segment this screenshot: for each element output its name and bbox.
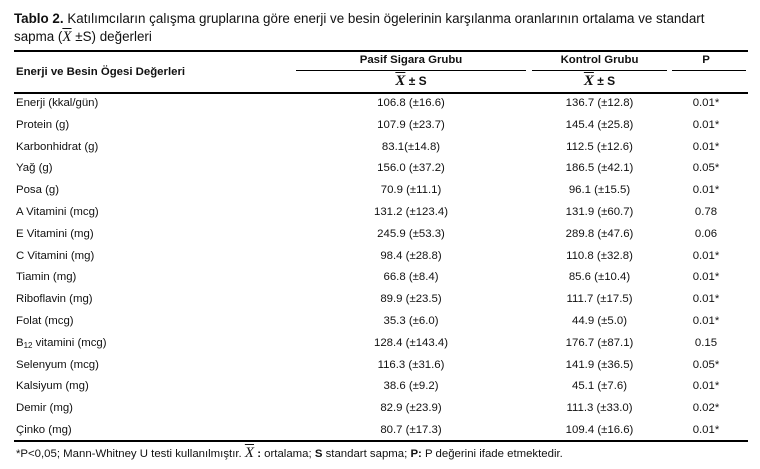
caption-line-2 bbox=[14, 28, 750, 46]
row-kontrol-value: 44.9 (±5.0) bbox=[571, 315, 627, 327]
row-kontrol-value: 111.3 (±33.0) bbox=[566, 402, 633, 415]
table-row bbox=[0, 311, 760, 333]
mean-symbol: $\overline{X}$ bbox=[244, 445, 255, 461]
header-pasif-sigara-grubu: Pasif Sigara Grubu bbox=[359, 54, 463, 66]
header-underline-group2 bbox=[532, 70, 667, 71]
table-row bbox=[0, 137, 760, 159]
row-pasif-sigara-value: 156.0 (±37.2) bbox=[377, 162, 445, 175]
footnote-bold-3: P: bbox=[410, 448, 422, 460]
subheader-group2-suffix: ± S bbox=[593, 74, 616, 88]
row-kontrol-value: 45.1 (±7.6) bbox=[571, 380, 627, 393]
row-pasif-sigara-value: 131.2 (±123.4) bbox=[373, 206, 448, 218]
row-nutrient-name bbox=[16, 337, 107, 350]
footnote-bold-2: S bbox=[314, 448, 323, 460]
row-nutrient-name: C Vitamini (mg) bbox=[16, 249, 95, 262]
header-p: P bbox=[702, 54, 710, 66]
row-pasif-sigara-value: 128.4 (±143.4) bbox=[373, 336, 448, 349]
row-pasif-sigara-value: 80.7 (±17.3) bbox=[380, 424, 442, 436]
row-kontrol-value: 85.6 (±10.4) bbox=[568, 271, 631, 284]
caption-label: Tablo 2. bbox=[14, 11, 64, 26]
table-bottom-rule bbox=[14, 440, 748, 442]
row-pasif-sigara-value: 89.9 (±23.5) bbox=[380, 293, 442, 306]
row-p-value: 0.15 bbox=[694, 336, 718, 349]
row-pasif-sigara-value: 35.3 (±6.0) bbox=[383, 315, 439, 327]
mean-symbol: $\overline{X}$ bbox=[62, 29, 72, 45]
row-kontrol-value: 141.9 (±36.5) bbox=[565, 358, 634, 371]
row-pasif-sigara-value: 116.3 (±31.6) bbox=[377, 358, 445, 371]
row-p-value: 0.05* bbox=[692, 358, 720, 371]
table-row bbox=[0, 246, 760, 268]
mean-symbol: $\overline{X}$ bbox=[583, 73, 594, 89]
table-row bbox=[0, 355, 760, 377]
row-nutrient-name: Karbonhidrat (g) bbox=[16, 140, 99, 153]
row-pasif-sigara-value: 106.8 (±16.6) bbox=[377, 97, 445, 109]
row-pasif-sigara-value: 107.9 (±23.7) bbox=[377, 118, 445, 131]
caption-text-1: Katılımcıların çalışma gruplarına göre enerji ve besin ögelerinin karşılanma oranlarının ortalama ve standart bbox=[63, 11, 705, 26]
row-nutrient-name: Folat (mcg) bbox=[16, 315, 74, 327]
row-pasif-sigara-value: 38.6 (±9.2) bbox=[383, 380, 439, 393]
table-row bbox=[0, 158, 760, 180]
row-p-value: 0.01* bbox=[692, 315, 720, 327]
row-nutrient-name-prefix: B bbox=[16, 336, 24, 349]
header-values-column: Enerji ve Besin Ögesi Değerleri bbox=[16, 66, 186, 78]
row-nutrient-name: Demir (mg) bbox=[16, 402, 73, 415]
table-row bbox=[0, 93, 760, 115]
header-underline-group1 bbox=[296, 70, 526, 71]
row-p-value: 0.02* bbox=[692, 402, 720, 415]
row-nutrient-name: Kalsiyum (mg) bbox=[16, 380, 89, 393]
subheader-group2 bbox=[532, 73, 667, 90]
row-pasif-sigara-value: 70.9 (±11.1) bbox=[380, 184, 442, 197]
table-row bbox=[0, 289, 760, 311]
mean-symbol: $\overline{X}$ bbox=[395, 73, 406, 89]
row-kontrol-value: 112.5 (±12.6) bbox=[566, 140, 633, 153]
table-row bbox=[0, 224, 760, 246]
row-nutrient-name: E Vitamini (mg) bbox=[16, 227, 94, 240]
table-row bbox=[0, 180, 760, 202]
subheader-group1-suffix: ± S bbox=[405, 74, 427, 88]
row-p-value: 0.06 bbox=[694, 227, 718, 240]
row-kontrol-value: 111.7 (±17.5) bbox=[566, 293, 633, 306]
table-row bbox=[0, 420, 760, 442]
row-p-value: 0.01* bbox=[692, 380, 720, 393]
row-kontrol-value: 110.8 (±32.8) bbox=[566, 249, 633, 262]
row-nutrient-name: Yağ (g) bbox=[16, 162, 53, 175]
row-kontrol-value: 109.4 (±16.6) bbox=[565, 424, 634, 436]
row-p-value: 0.05* bbox=[692, 162, 720, 175]
table-row bbox=[0, 202, 760, 224]
header-underline-p bbox=[672, 70, 746, 71]
row-nutrient-name: Posa (g) bbox=[16, 184, 60, 197]
caption-line-1 bbox=[14, 10, 750, 28]
row-pasif-sigara-value: 98.4 (±28.8) bbox=[380, 249, 442, 262]
row-pasif-sigara-value: 66.8 (±8.4) bbox=[383, 271, 439, 284]
footnote-text-4: P değerini ifade etmektedir. bbox=[421, 448, 563, 460]
row-nutrient-name: Enerji (kkal/gün) bbox=[16, 97, 99, 109]
row-kontrol-value: 136.7 (±12.8) bbox=[565, 97, 634, 109]
row-nutrient-name: Riboflavin (mg) bbox=[16, 293, 93, 306]
row-nutrient-name: A Vitamini (mcg) bbox=[16, 206, 99, 218]
row-p-value: 0.01* bbox=[692, 424, 720, 436]
row-p-value: 0.01* bbox=[692, 184, 720, 197]
table-row bbox=[0, 267, 760, 289]
row-nutrient-name: Protein (g) bbox=[16, 118, 70, 131]
row-pasif-sigara-value: 83.1(±14.8) bbox=[381, 140, 441, 153]
row-p-value: 0.01* bbox=[692, 271, 720, 284]
footnote-text-1: *P<0,05; Mann-Whitney U testi kullanılmıştır. bbox=[16, 448, 245, 460]
table-row bbox=[0, 398, 760, 420]
caption-text-2-prefix: sapma ( bbox=[14, 29, 63, 44]
row-kontrol-value: 96.1 (±15.5) bbox=[568, 184, 631, 197]
row-nutrient-name-subscript: 12 bbox=[23, 340, 33, 350]
footnote-bold-1: : bbox=[254, 448, 265, 460]
row-p-value: 0.01* bbox=[692, 140, 720, 153]
row-kontrol-value: 289.8 (±47.6) bbox=[565, 227, 634, 240]
row-p-value: 0.01* bbox=[692, 249, 720, 262]
row-nutrient-name: Selenyum (mcg) bbox=[16, 358, 99, 371]
row-pasif-sigara-value: 82.9 (±23.9) bbox=[380, 402, 442, 415]
row-pasif-sigara-value: 245.9 (±53.3) bbox=[377, 227, 445, 240]
row-p-value: 0.01* bbox=[692, 293, 720, 306]
row-kontrol-value: 186.5 (±42.1) bbox=[565, 162, 634, 175]
table-row bbox=[0, 376, 760, 398]
caption-text-2-suffix: ±S) değerleri bbox=[71, 29, 152, 44]
row-nutrient-name-suffix: vitamini (mcg) bbox=[32, 336, 107, 349]
row-p-value: 0.78 bbox=[694, 206, 718, 218]
row-nutrient-name: Tiamin (mg) bbox=[16, 271, 77, 284]
table-caption bbox=[14, 10, 750, 46]
table-top-rule bbox=[14, 50, 748, 52]
table-footnote bbox=[16, 445, 563, 462]
header-kontrol-grubu: Kontrol Grubu bbox=[560, 54, 639, 66]
row-p-value: 0.01* bbox=[692, 118, 720, 131]
row-nutrient-name: Çinko (mg) bbox=[16, 424, 72, 436]
table-row bbox=[0, 115, 760, 137]
footnote-text-3: standart sapma; bbox=[322, 448, 411, 460]
table-row bbox=[0, 333, 760, 355]
row-p-value: 0.01* bbox=[692, 97, 720, 109]
row-kontrol-value: 176.7 (±87.1) bbox=[565, 336, 634, 349]
row-kontrol-value: 145.4 (±25.8) bbox=[565, 118, 634, 131]
subheader-group1 bbox=[296, 73, 526, 90]
footnote-text-2: ortalama; bbox=[264, 448, 315, 460]
row-kontrol-value: 131.9 (±60.7) bbox=[565, 206, 634, 218]
